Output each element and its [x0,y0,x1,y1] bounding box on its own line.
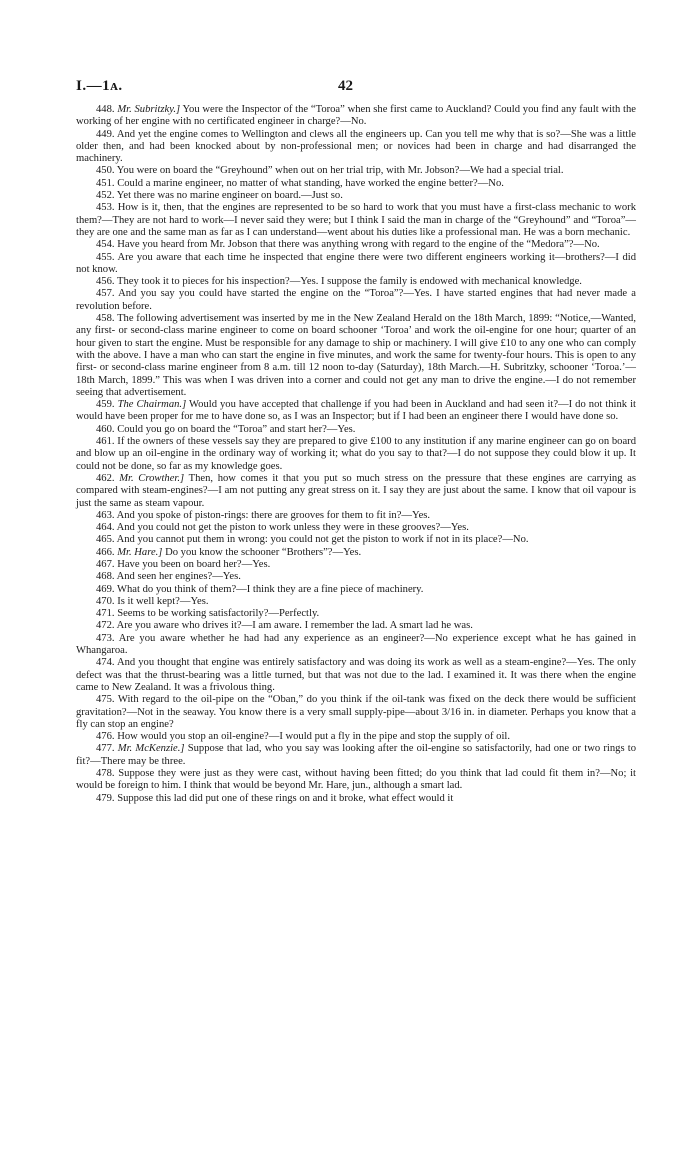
question-number: 452. [96,190,115,202]
question-paragraph [76,620,636,632]
question-text: Could you go on board the “Toroa” and start her?—Yes. [114,423,356,435]
question-text: Is it well kept?—Yes. [114,595,209,607]
question-number: 455. [96,251,115,263]
speaker-label: Mr. Crowther.] [119,472,185,484]
question-number: 476. [96,731,115,743]
question-number: 467. [96,558,115,570]
question-number: 478. [96,768,115,780]
question-number: 472. [96,620,115,632]
question-text: Suppose they were just as they were cast, without having been fitted; do you think that lad could fit them in?—No; it would be foreign to him. I think that would be beyond Mr. Hare, jun., although a smart lad. [76,768,636,792]
page-number: 42 [338,78,353,94]
question-number: 475. [96,694,115,706]
question-number: 453. [96,202,115,214]
question-text: The following advertisement was inserted by me in the New Zealand Herald on the 18th March, 1899: “Notice,—Wanted, any first- or second-class marine engineer to come on board schooner ‘Toroa’ and work the oil-engine for one hour; quarter of an hour given to start the engine. Must be responsible for any damage to ship or machinery. I will give £10 to any one who can comply with the above. I have a man who can start the engine in five minutes, and work the same for twenty-four hours. This is open to any first- or second-class marine engineer from 8 a.m. till 12 noon to-day (Saturday), 18th March.—H. Subritzky, schooner ‘Toroa.’—18th March, 1899.” This was when I was driven into a corner and could not get any man to drive the engine.—I do not remember seeing that advertisement. [76,313,636,398]
question-paragraph [76,473,636,510]
question-paragraph [76,522,636,534]
question-paragraph [76,731,636,743]
question-paragraph [76,584,636,596]
question-text: And you could not get the piston to work unless they were in these grooves?—Yes. [114,522,469,534]
question-text: How would you stop an oil-engine?—I would put a fly in the pipe and stop the supply of oil. [114,731,510,743]
question-paragraph [76,436,636,473]
question-text: Then, how comes it that you put so much stress on the pressure that these engines are carrying as compared with steam-engines?—I am not putting any great stress on it. I say they are just about the same. I know that oil vapour is just the same as steam vapour. [76,472,636,509]
question-number: 463. [96,509,115,521]
speaker-label: Mr. Hare.] [117,546,163,558]
speaker-label: The Chairman.] [117,399,187,411]
question-number: 468. [96,571,115,583]
question-text: With regard to the oil-pipe on the “Oban,” do you think if the oil-tank was fixed on the deck there would be sufficient gravitation?—Not in the seaway. You know there is a very small supply-pipe—about 3/16 in. in diameter. Perhaps you know that a fly can stop an engine? [76,694,636,730]
question-text: You were the Inspector of the “Toroa” when she first came to Auckland? Could you find any fault with the working of her engine with no certificated engineer in charge?—No. [76,104,636,128]
question-text: They took it to pieces for his inspection?—Yes. I suppose the family is endowed with mechanical knowledge. [114,276,582,288]
question-paragraph [76,190,636,202]
question-text: And you thought that engine was entirely satisfactory and was doing its work as well as a steam-engine?—Yes. The only defect was that the thrust-bearing was a little turned, but that was not due to the lad. I examined it. It was there when the engine came to New Zealand. It was a frivolous thing. [76,657,636,693]
question-text: Have you heard from Mr. Jobson that there was anything wrong with regard to the engine of the “Medora”?—No. [114,239,600,251]
question-number: 464. [96,522,115,534]
question-paragraph [76,534,636,546]
question-text: Could a marine engineer, no matter of what standing, have worked the engine better?—No. [114,177,504,189]
question-paragraph [76,252,636,277]
question-paragraph [76,596,636,608]
question-paragraph [76,633,636,658]
question-number: 477. [96,743,115,755]
question-number: 459. [96,399,115,411]
question-text: Are you aware that each time he inspected that engine there were two different engineers working it—brothers?—I did not know. [76,251,636,275]
question-number: 471. [96,608,115,620]
question-text: You were on board the “Greyhound” when out on her trial trip, with Mr. Jobson?—We had a special trial. [114,165,564,177]
question-number: 462. [96,472,115,484]
question-number: 474. [96,657,115,669]
page-header [76,78,636,100]
question-text: Do you know the schooner “Brothers”?—Yes. [162,546,362,558]
question-text: Seems to be working satisfactorily?—Perfectly. [114,608,320,620]
question-paragraph [76,559,636,571]
question-paragraph [76,129,636,166]
question-number: 473. [96,632,115,644]
question-text: And you say you could have started the engine on the “Toroa”?—Yes. I have started engines that had never made a revolution before. [76,288,636,312]
question-text: Suppose that lad, who you say was looking after the oil-engine so satisfactorily, had one or two rings to fit?—There may be three. [76,743,637,767]
question-number: 454. [96,239,115,251]
question-number: 479. [96,792,115,804]
question-text: And seen her engines?—Yes. [114,571,241,583]
question-number: 450. [96,165,115,177]
question-paragraph [76,288,636,313]
question-number: 465. [96,534,115,546]
question-paragraph [76,104,636,129]
question-paragraph [76,657,636,694]
question-paragraph [76,424,636,436]
question-paragraph [76,743,636,768]
question-number: 460. [96,423,115,435]
question-number: 457. [96,288,115,300]
question-paragraph [76,694,636,731]
question-number: 458. [96,313,115,325]
question-number: 469. [96,583,115,595]
question-number: 470. [96,595,115,607]
question-paragraph [76,276,636,288]
question-number: 456. [96,276,115,288]
question-paragraph [76,547,636,559]
question-text: Suppose this lad did put one of these rings on and it broke, what effect would it [114,792,454,804]
question-paragraph [76,313,636,399]
speaker-label: Mr. McKenzie.] [117,743,185,755]
question-text: And you cannot put them in wrong: you could not get the piston to work if not in its place?—No. [114,534,529,546]
question-text: Are you aware who drives it?—I am aware. I remember the lad. A smart lad he was. [114,620,473,632]
question-text: Would you have accepted that challenge if you had been in Auckland and had seen it?—I do not think it would have been proper for me to have done so, as I was an Inspector; but if I had been an engineer there I would have done so. [76,399,636,423]
evidence-body [76,104,636,805]
question-paragraph [76,239,636,251]
question-text: Yet there was no marine engineer on board.—Just so. [114,190,343,202]
question-text: What do you think of them?—I think they are a fine piece of machinery. [114,583,424,595]
question-paragraph [76,510,636,522]
question-number: 466. [96,546,115,558]
question-paragraph [76,608,636,620]
question-paragraph [76,165,636,177]
question-number: 449. [96,128,115,140]
question-number: 451. [96,177,115,189]
question-paragraph [76,178,636,190]
question-paragraph [76,793,636,805]
question-paragraph [76,571,636,583]
document-reference: I.—1ᴀ. [76,78,123,94]
question-text: And yet the engine comes to Wellington and clews all the engineers up. Can you tell me why that is so?—She was a little older then, and had been knocked about by non-professional men; or novices had been in charge and had disarranged the machinery. [76,128,636,165]
question-paragraph [76,399,636,424]
speaker-label: Mr. Subritzky.] [117,104,181,115]
question-paragraph [76,768,636,793]
question-paragraph [76,202,636,239]
question-text: Are you aware whether he had had any experience as an engineer?—No experience except what he has gained in Whangaroa. [76,632,636,657]
question-text: If the owners of these vessels say they are prepared to give £100 to any institution if any marine engineer can go on board and blow up an oil-engine in the ordinary way of working it; what do you say to that?—I do not suppose they could blow it up. It could not be done, so far as my knowledge goes. [76,436,636,472]
question-text: How is it, then, that the engines are represented to be so hard to work that you must have a first-class mechanic to work them?—They are not hard to work—I never said they were; but I think I said the man in charge of the “Greyhound” and “Toroa”—they are one and the same man as far as I can understand—went about his duties like a professional man. He was a born mechanic. [76,202,636,238]
question-text: And you spoke of piston-rings: there are grooves for them to fit in?—Yes. [114,509,431,521]
question-text: Have you been on board her?—Yes. [114,558,271,570]
question-number: 448. [96,104,115,115]
question-number: 461. [96,436,115,448]
